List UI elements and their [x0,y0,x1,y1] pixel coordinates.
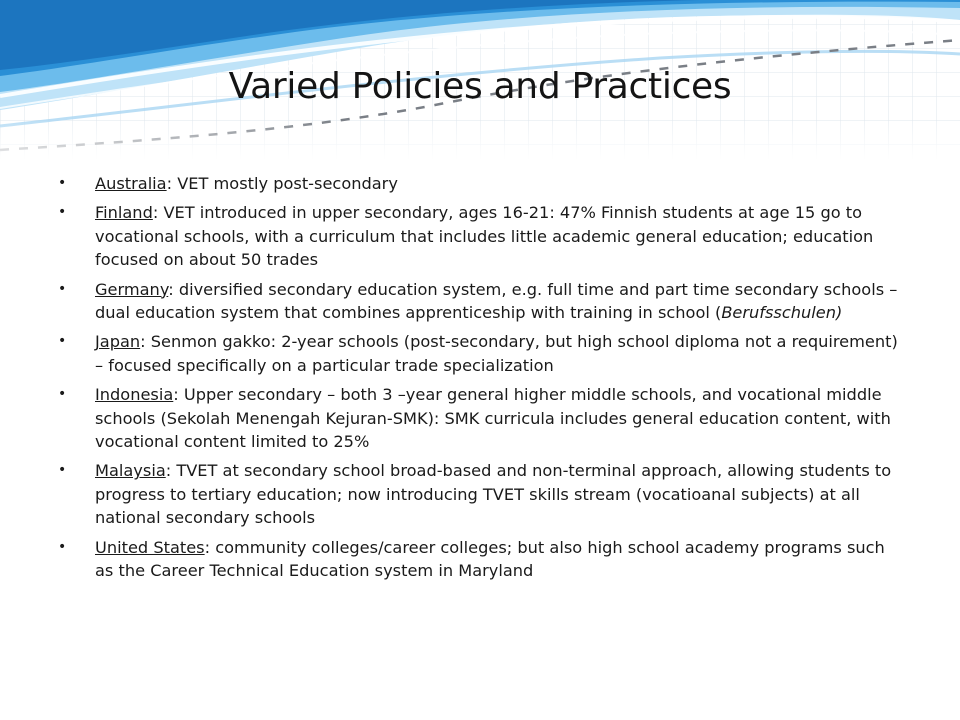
bullet-text: : Senmon gakko: 2-year schools (post-secondary, but high school diploma not a requirement) – focused specifically on a particular trade specialization [95,332,898,375]
bullet-text: : community colleges/career colleges; but also high school academy programs such as the Career Technical Education system in Maryland [95,537,885,581]
bullet-dot-icon: • [58,386,67,403]
country-label: United States [95,537,205,557]
bullet-list [58,172,908,589]
bullet-text: : TVET at secondary school broad-based and non-terminal approach, allowing students to progress to tertiary education; now introducing TVET skills stream (vocatioanal subjects) at all national secondary schools [95,461,892,528]
bullet-italic-text: Berufsschulen) [721,303,843,323]
bullet-united-states [58,536,908,583]
bullet-dot-icon: • [58,204,67,221]
slide-title: Varied Policies and Practices [228,66,732,107]
bullet-indonesia [58,383,908,453]
bullet-dot-icon: • [58,333,67,350]
bullet-dot-icon: • [58,462,67,479]
bullet-text: : VET mostly post-secondary [166,174,398,193]
bullet-dot-icon: • [58,175,67,191]
country-label: Germany [95,279,169,299]
bullet-text: : diversified secondary education system, e.g. full time and part time secondary schools – dual education system that combines apprenticeship with training in school ( [95,279,898,323]
country-label: Japan [95,332,141,352]
bullet-text: : VET introduced in upper secondary, ages 16-21: 47% Finnish students at age 15 go to vocational schools, with a curriculum that includes little academic general education; education focused on about 50 trades [95,203,874,270]
bullet-dot-icon: • [58,280,67,297]
bullet-finland [58,201,908,271]
bullet-australia [58,172,908,195]
bullet-text: : Upper secondary – both 3 –year general higher middle schools, and vocational middle schools (Sekolah Menengah Kejuran-SMK): SMK curricula includes general education content, with vocational content limited to 25% [95,385,891,452]
bullet-germany [58,278,908,325]
bullet-malaysia [58,459,908,529]
country-label: Finland [95,203,153,223]
country-label: Australia [95,174,167,193]
bullet-dot-icon: • [58,538,67,555]
country-label: Indonesia [95,385,174,405]
country-label: Malaysia [95,461,166,481]
bullet-japan [58,330,908,377]
